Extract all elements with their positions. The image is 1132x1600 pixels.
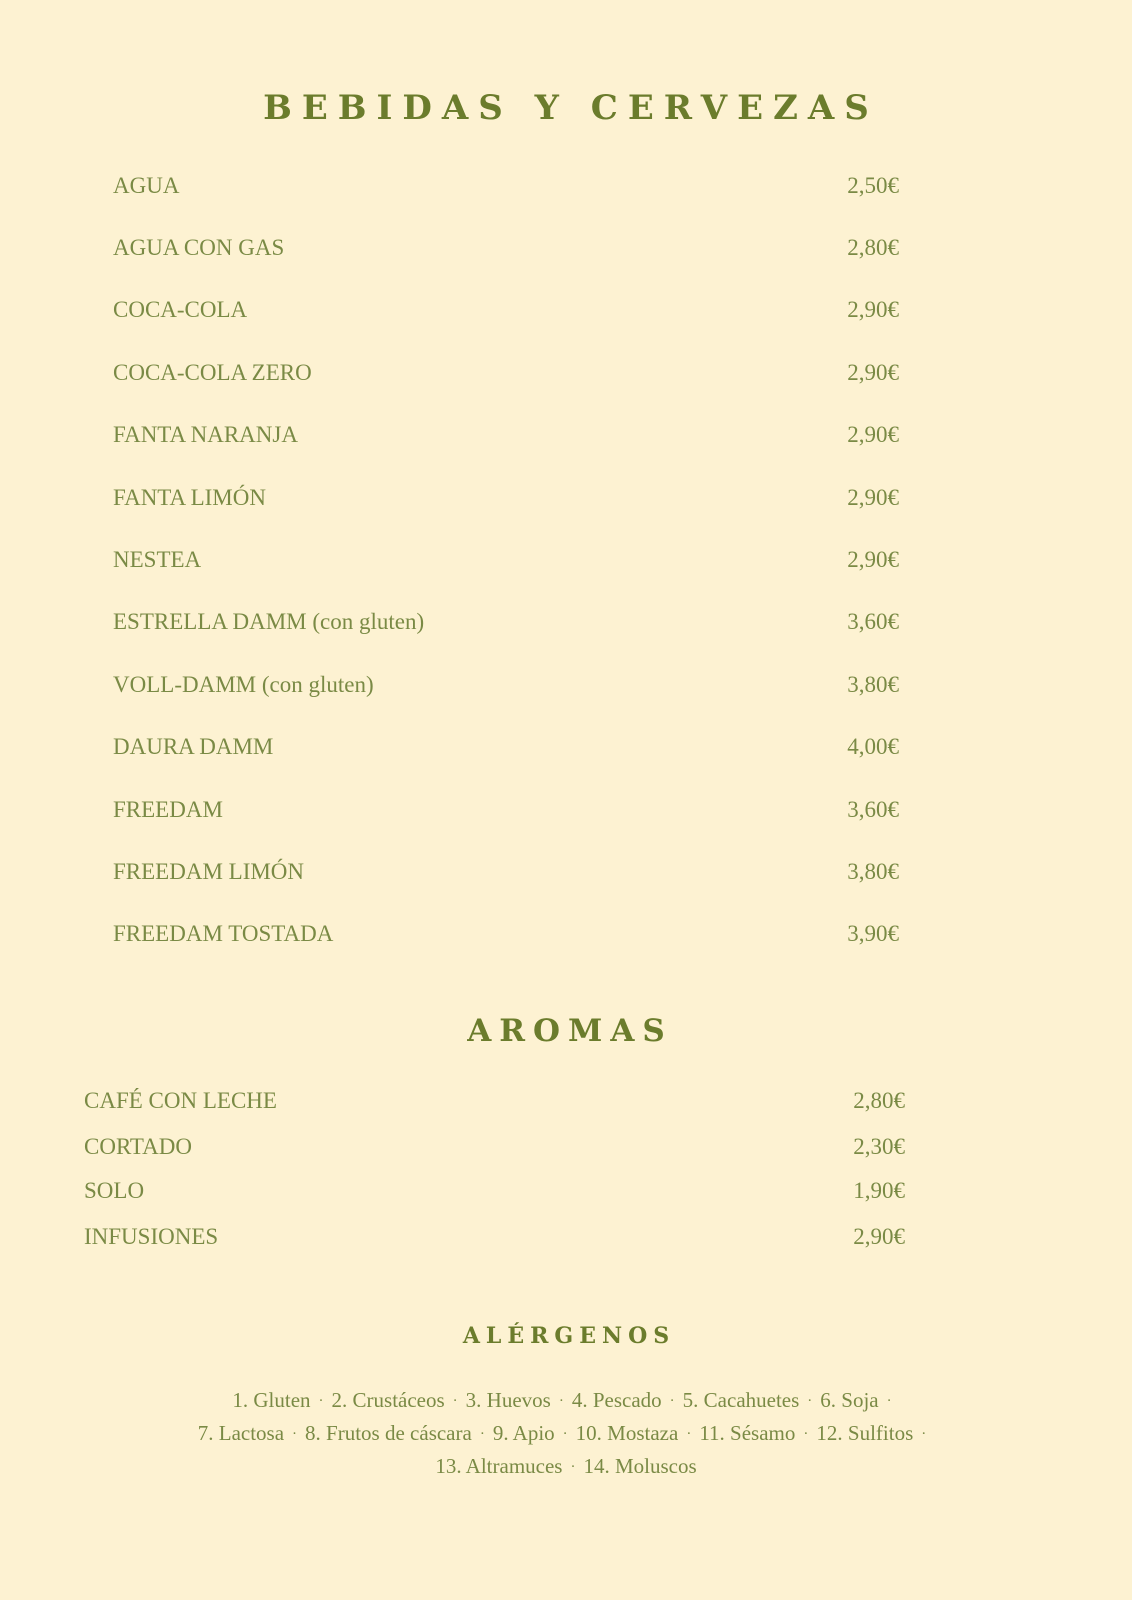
- allergen-item: 13. Altramuces: [435, 1454, 563, 1478]
- menu-item: [113, 670, 899, 700]
- item-price: 2,30€: [853, 1134, 905, 1159]
- separator: ·: [669, 1393, 675, 1409]
- menu-item: [113, 233, 899, 263]
- alergenos-title: ALÉRGENOS: [462, 1323, 676, 1349]
- item-price: 2,90€: [847, 360, 899, 385]
- item-price: 2,80€: [847, 235, 899, 260]
- allergen-item: 12. Sulfitos: [816, 1421, 914, 1445]
- item-name: COCA-COLA: [113, 297, 248, 322]
- allergen-line: [0, 1450, 1132, 1483]
- menu-item: [113, 857, 899, 887]
- item-name: CORTADO: [84, 1134, 192, 1159]
- allergen-item: 3. Huevos: [465, 1388, 551, 1412]
- menu-item: [113, 795, 899, 825]
- allergen-item: 6. Soja: [820, 1388, 879, 1412]
- item-price: 4,00€: [847, 734, 899, 759]
- item-name: DAURA DAMM: [113, 734, 274, 759]
- separator: ·: [479, 1426, 485, 1442]
- item-price: 2,50€: [847, 173, 899, 198]
- item-name: SOLO: [84, 1178, 145, 1203]
- item-price: 1,90€: [853, 1178, 905, 1203]
- item-price: 2,90€: [847, 547, 899, 572]
- item-price: 3,60€: [847, 797, 899, 822]
- menu-item: [113, 607, 899, 637]
- menu-item: [113, 171, 899, 201]
- item-name: FANTA LIMÓN: [113, 485, 266, 510]
- separator: ·: [686, 1426, 692, 1442]
- item-name: INFUSIONES: [84, 1224, 219, 1249]
- allergen-item: 7. Lactosa: [197, 1421, 285, 1445]
- separator: ·: [452, 1393, 458, 1409]
- allergen-item: 5. Cacahuetes: [682, 1388, 800, 1412]
- menu-item: [84, 1086, 905, 1116]
- item-price: 3,80€: [847, 859, 899, 884]
- separator: ·: [886, 1393, 892, 1409]
- menu-item: [113, 358, 899, 388]
- item-name: FREEDAM TOSTADA: [113, 921, 334, 946]
- separator: ·: [807, 1393, 813, 1409]
- allergen-item: 4. Pescado: [571, 1388, 662, 1412]
- item-price: 3,80€: [847, 672, 899, 697]
- menu-item: [113, 295, 899, 325]
- item-price: 3,60€: [847, 609, 899, 634]
- item-name: FANTA NARANJA: [113, 422, 298, 447]
- separator: ·: [562, 1426, 568, 1442]
- menu-item: [113, 919, 899, 949]
- item-price: 2,90€: [853, 1224, 905, 1249]
- allergen-line: [0, 1417, 1132, 1450]
- separator: ·: [558, 1393, 564, 1409]
- item-price: 2,80€: [853, 1088, 905, 1113]
- separator: ·: [318, 1393, 324, 1409]
- menu-item: [84, 1222, 905, 1252]
- item-name: NESTEA: [113, 547, 202, 572]
- menu-item: [84, 1176, 905, 1206]
- menu-item: [113, 545, 899, 575]
- menu-item: [84, 1132, 905, 1162]
- item-name: AGUA: [113, 173, 180, 198]
- item-name: FREEDAM LIMÓN: [113, 859, 305, 884]
- item-name: ESTRELLA DAMM (con gluten): [113, 609, 425, 634]
- menu-item: [113, 420, 899, 450]
- allergen-item: 14. Moluscos: [583, 1454, 697, 1478]
- item-name: FREEDAM: [113, 797, 223, 822]
- menu-item: [113, 483, 899, 513]
- aromas-title: AROMAS: [467, 1013, 673, 1049]
- allergen-item: 10. Mostaza: [575, 1421, 679, 1445]
- allergen-item: 2. Crustáceos: [331, 1388, 445, 1412]
- separator: ·: [292, 1426, 298, 1442]
- separator: ·: [803, 1426, 809, 1442]
- menu-item: [113, 732, 899, 762]
- item-name: VOLL-DAMM (con gluten): [113, 672, 374, 697]
- allergen-line: [0, 1384, 1132, 1417]
- item-price: 3,90€: [847, 921, 899, 946]
- allergen-item: 11. Sésamo: [699, 1421, 796, 1445]
- bebidas-title: BEBIDAS Y CERVEZAS: [263, 88, 879, 128]
- allergen-item: 1. Gluten: [232, 1388, 311, 1412]
- item-price: 2,90€: [847, 485, 899, 510]
- item-price: 2,90€: [847, 422, 899, 447]
- allergen-item: 8. Frutos de cáscara: [305, 1421, 472, 1445]
- item-name: CAFÉ CON LECHE: [84, 1088, 277, 1113]
- separator: ·: [921, 1426, 927, 1442]
- item-price: 2,90€: [847, 297, 899, 322]
- allergen-list: [0, 1384, 1132, 1483]
- item-name: COCA-COLA ZERO: [113, 360, 312, 385]
- allergen-item: 9. Apio: [492, 1421, 555, 1445]
- item-name: AGUA CON GAS: [113, 235, 285, 260]
- separator: ·: [570, 1459, 576, 1475]
